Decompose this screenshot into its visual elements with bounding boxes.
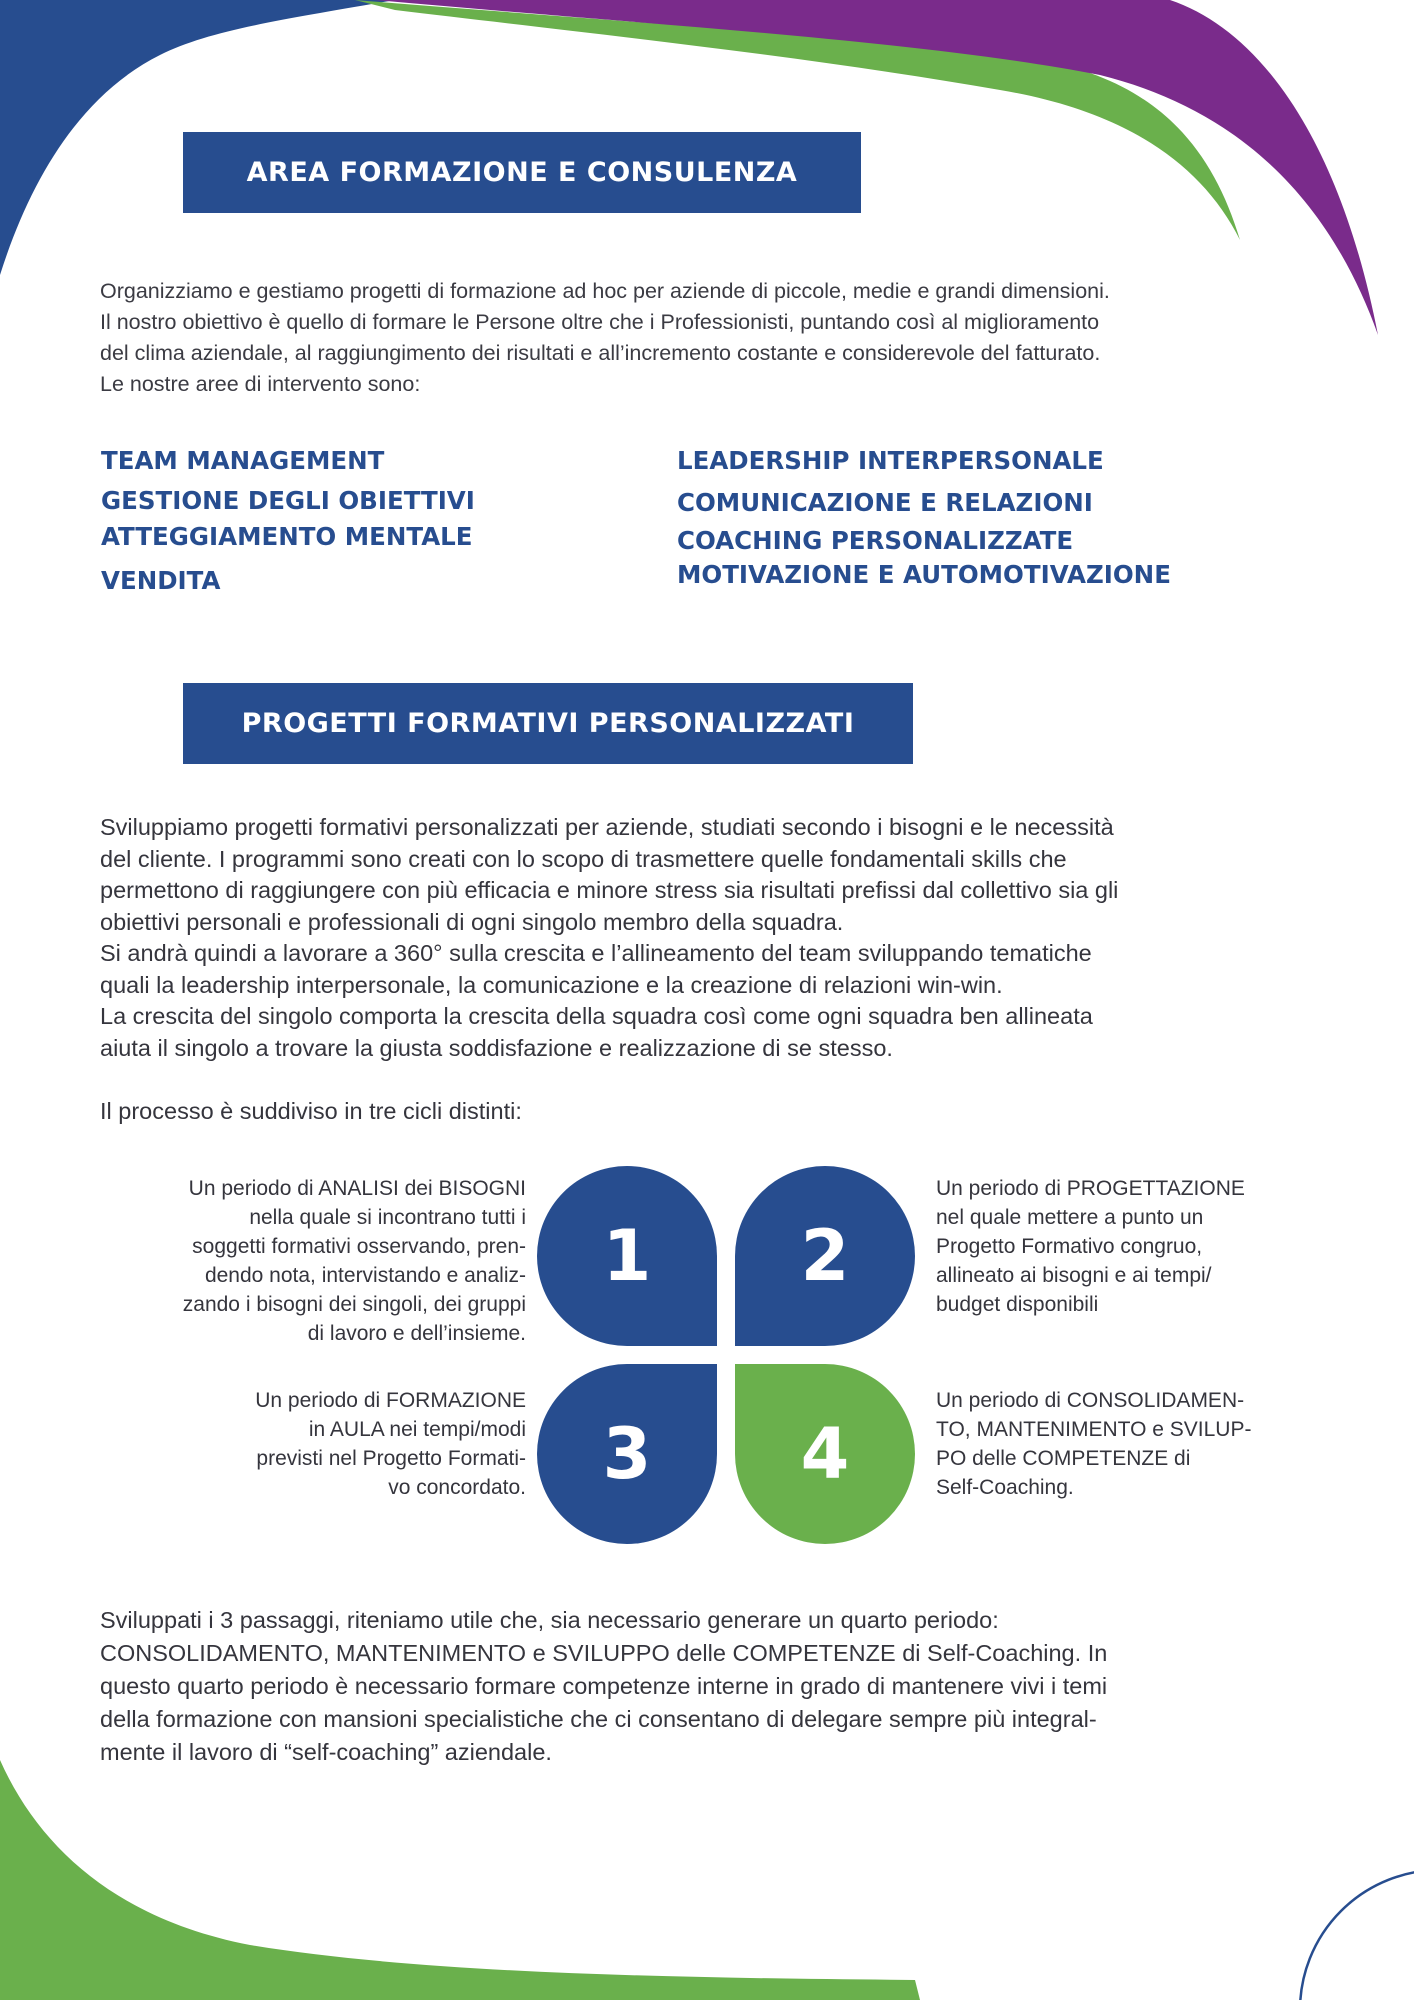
step-line: budget disponibili: [936, 1293, 1099, 1316]
step-line: zando i bisogni dei singoli, dei gruppi: [182, 1293, 526, 1316]
area-item-comunicazione: COMUNICAZIONE E RELAZIONI: [677, 488, 1093, 517]
process-intro: Il processo è suddiviso in tre cicli distinti:: [100, 1098, 522, 1124]
step-line: Progetto Formativo congruo,: [936, 1235, 1203, 1258]
closing-line: questo quarto periodo è necessario formare competenze interne in grado di mantenere vivi i temi: [100, 1673, 1108, 1699]
step-line: dendo nota, intervistando e analiz-: [204, 1264, 526, 1287]
step-line: Un periodo di CONSOLIDAMEN-: [936, 1389, 1245, 1412]
step-line: vo concordato.: [388, 1476, 526, 1499]
step-line: nel quale mettere a punto un: [936, 1206, 1204, 1229]
step-line: previsti nel Progetto Formati-: [256, 1447, 526, 1470]
step-line: allineato ai bisogni e ai tempi/: [936, 1264, 1212, 1287]
step-line: Self-Coaching.: [936, 1476, 1074, 1499]
body-line: La crescita del singolo comporta la crescita della squadra così come ogni squadra ben allineata: [100, 1003, 1093, 1029]
step-line: nella quale si incontrano tutti i: [249, 1206, 526, 1229]
section-title-area-formazione: AREA FORMAZIONE E CONSULENZA: [183, 132, 861, 213]
step-line: Un periodo di ANALISI dei BISOGNI: [188, 1177, 526, 1200]
closing-line: Sviluppati i 3 passaggi, riteniamo utile che, sia necessario generare un quarto periodo:: [100, 1607, 999, 1633]
intro-paragraph: [100, 276, 1220, 400]
intro-line: Il nostro obiettivo è quello di formare le Persone oltre che i Professionisti, puntando così al miglioramento: [100, 310, 1100, 334]
step-1-petal: 1: [537, 1166, 717, 1346]
step-line: di lavoro e dell’insieme.: [307, 1322, 526, 1345]
step-line: Un periodo di PROGETTAZIONE: [936, 1177, 1245, 1200]
circle-outline-bottom-right: [1300, 1870, 1414, 2000]
step-1-description: [100, 1174, 526, 1348]
body-line: quali la leadership interpersonale, la comunicazione e la creazione di relazioni win-win.: [100, 971, 1003, 998]
step-line: soggetti formativi osservando, pren-: [192, 1235, 526, 1258]
intro-line: del clima aziendale, al raggiungimento dei risultati e all’incremento costante e considerevole del fatturato.: [100, 341, 1101, 365]
body-line: permettono di raggiungere con più efficacia e minore stress sia risultati prefissi dal collettivo sia gli: [100, 877, 1119, 903]
closing-paragraph: [100, 1604, 1300, 1769]
step-2-description: [936, 1174, 1336, 1319]
progetti-description: [100, 812, 1300, 1064]
step-2-petal: 2: [735, 1166, 915, 1346]
area-item-atteggiamento-mentale: ATTEGGIAMENTO MENTALE: [101, 522, 473, 551]
area-item-leadership: LEADERSHIP INTERPERSONALE: [677, 446, 1104, 475]
step-line: PO delle COMPETENZE di: [936, 1447, 1191, 1470]
step-4-description: [936, 1386, 1336, 1502]
intro-line: Organizziamo e gestiamo progetti di formazione ad hoc per aziende di piccole, medie e grandi dimensioni.: [100, 279, 1110, 303]
closing-line: mente il lavoro di “self-coaching” aziendale.: [100, 1739, 552, 1765]
body-line: del cliente. I programmi sono creati con lo scopo di trasmettere quelle fondamentali skills che: [100, 845, 1067, 872]
step-line: in AULA nei tempi/modi: [308, 1418, 526, 1441]
closing-line: della formazione con mansioni specialistiche che ci consentano di delegare sempre più integral-: [100, 1706, 1097, 1732]
area-item-vendita: VENDITA: [101, 566, 221, 595]
step-line: Un periodo di FORMAZIONE: [255, 1389, 526, 1412]
intro-line: Le nostre aree di intervento sono:: [100, 372, 421, 396]
step-3-petal: 3: [537, 1364, 717, 1544]
body-line: obiettivi personali e professionali di ogni singolo membro della squadra.: [100, 908, 844, 935]
body-line: Si andrà quindi a lavorare a 360° sulla crescita e l’allineamento del team sviluppando tematiche: [100, 940, 1092, 966]
body-line: Sviluppiamo progetti formativi personalizzati per aziende, studiati secondo i bisogni e le necessità: [100, 814, 1114, 840]
section-title-progetti-formativi: PROGETTI FORMATIVI PERSONALIZZATI: [183, 683, 913, 764]
area-item-team-management: TEAM MANAGEMENT: [101, 446, 385, 475]
area-item-coaching: COACHING PERSONALIZZATE: [677, 526, 1074, 555]
step-line: TO, MANTENIMENTO e SVILUP-: [936, 1418, 1252, 1441]
area-item-motivazione: MOTIVAZIONE E AUTOMOTIVAZIONE: [677, 560, 1171, 589]
step-4-petal: 4: [735, 1364, 915, 1544]
step-3-description: [100, 1386, 526, 1502]
area-item-gestione-obiettivi: GESTIONE DEGLI OBIETTIVI: [101, 486, 475, 515]
body-line: aiuta il singolo a trovare la giusta soddisfazione e realizzazione di se stesso.: [100, 1034, 893, 1061]
closing-line: CONSOLIDAMENTO, MANTENIMENTO e SVILUPPO delle COMPETENZE di Self-Coaching. In: [100, 1640, 1108, 1666]
